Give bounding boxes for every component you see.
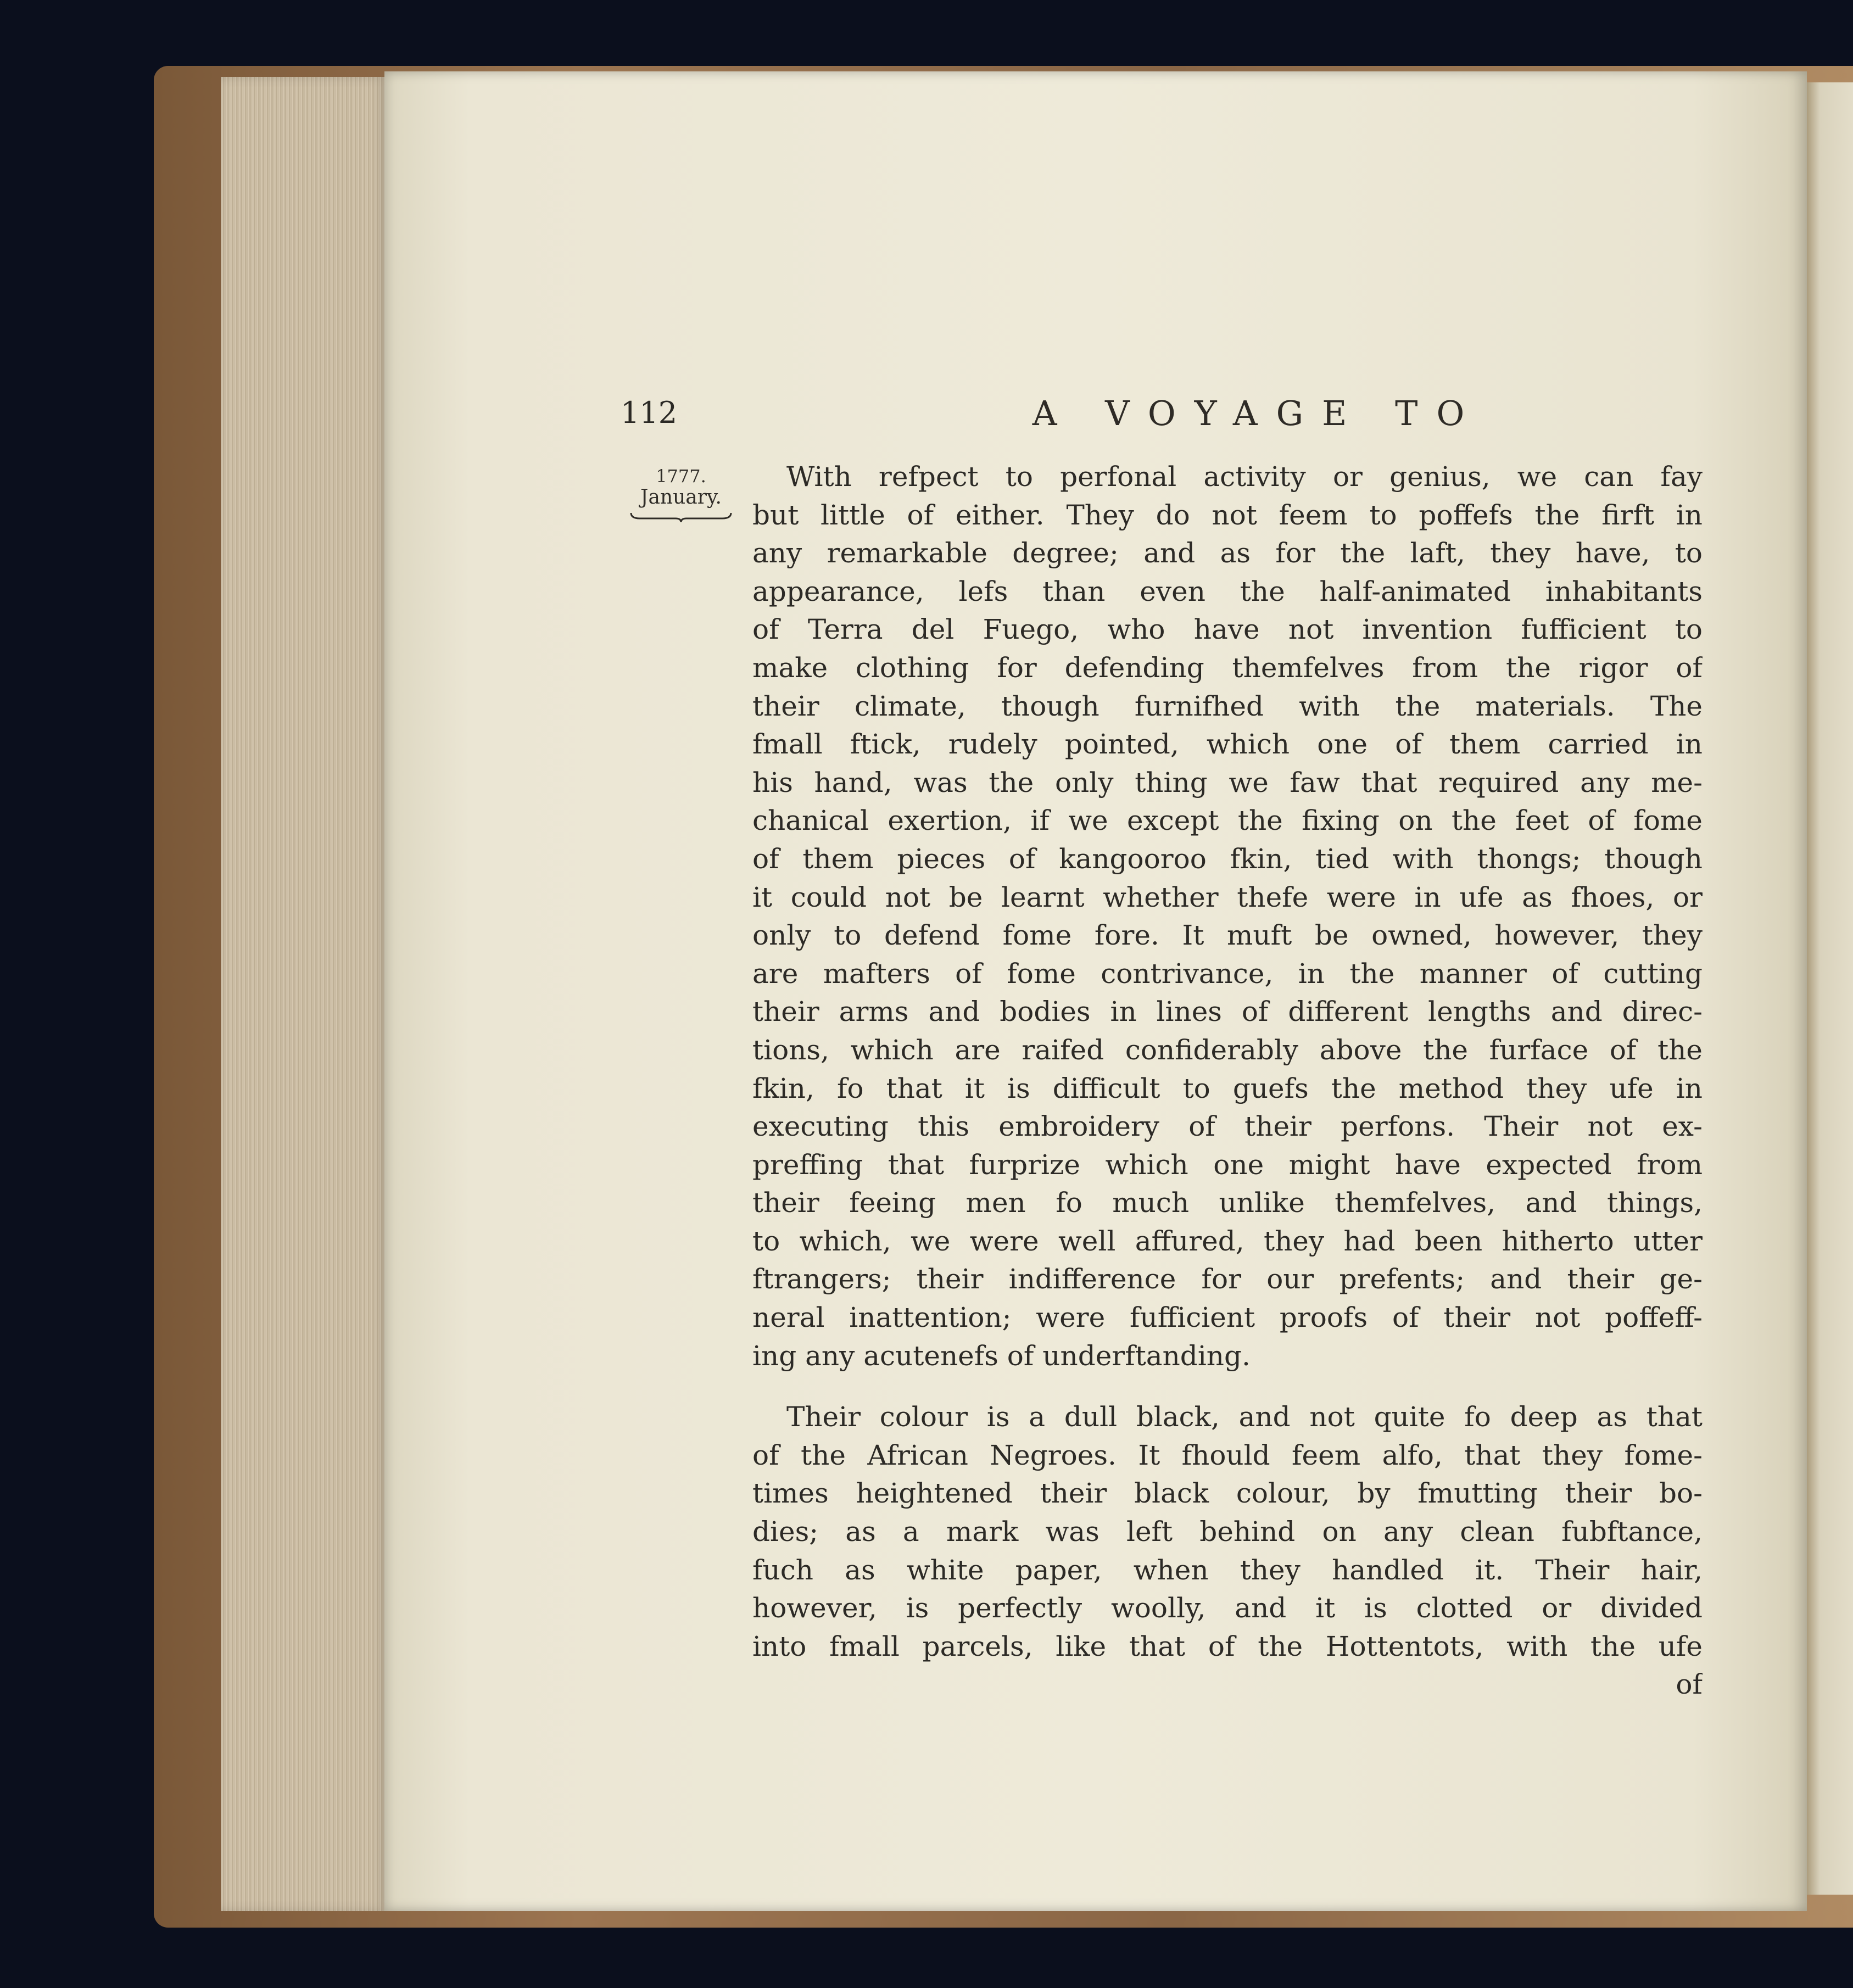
page-number: 112 <box>621 395 678 430</box>
body-text <box>752 458 1703 1704</box>
text-line: of them pieces of kangooroo fkin, tied with thongs; though <box>752 842 1703 875</box>
running-title: A VOYAGE TO <box>1032 393 1483 433</box>
text-line: times heightened their black colour, by fmutting their bo- <box>752 1477 1703 1510</box>
text-line: dies; as a mark was left behind on any clean fubftance, <box>752 1516 1703 1548</box>
text-line: it could not be learnt whether thefe were in ufe as fhoes, or <box>752 881 1703 913</box>
text-line: to which, we were well affured, they had been hitherto utter <box>752 1225 1703 1257</box>
facing-page-edge <box>1806 82 1853 1895</box>
paragraph-gap <box>752 1375 1703 1398</box>
margin-brace <box>629 512 733 523</box>
text-line: their climate, though furnifhed with the materials. The <box>752 690 1703 722</box>
text-line: fkin, fo that it is difficult to guefs the method they ufe in <box>752 1072 1703 1104</box>
text-line: ing any acutenefs of underftanding. <box>752 1339 1251 1372</box>
page-block-edges <box>221 77 387 1911</box>
text-line: of Terra del Fuego, who have not invention fufficient to <box>752 613 1703 646</box>
text-line: With refpect to perfonal activity or genius, we can fay <box>786 461 1703 493</box>
text-line: chanical exertion, if we except the fixing on the feet of fome <box>752 805 1703 837</box>
text-line: executing this embroidery of their perfons. Their not ex- <box>752 1110 1703 1143</box>
text-line: however, is perfectly woolly, and it is clotted or divided <box>752 1592 1703 1624</box>
text-line: Their colour is a dull black, and not quite fo deep as that <box>786 1401 1703 1433</box>
text-line: fuch as white paper, when they handled it. Their hair, <box>752 1554 1703 1586</box>
text-line: but little of either. They do not feem to poffefs the firft in <box>752 499 1703 531</box>
text-line: only to defend fome fore. It muft be owned, however, they <box>752 919 1703 952</box>
text-line: neral inattention; were fufficient proofs of their not poffeff- <box>752 1302 1703 1334</box>
running-head <box>384 395 1807 445</box>
margin-year: 1777. <box>656 466 706 487</box>
text-line: make clothing for defending themfelves from the rigor of <box>752 651 1703 684</box>
text-line: any remarkable degree; and as for the laft, they have, to <box>752 537 1703 569</box>
margin-month: January. <box>640 486 722 509</box>
text-line: their feeing men fo much unlike themfelves, and things, <box>752 1187 1703 1219</box>
text-line: of the African Negroes. It fhould feem alfo, that they fome- <box>752 1439 1703 1471</box>
text-line: appearance, lefs than even the half-animated inhabitants <box>752 575 1703 607</box>
text-line: ftrangers; their indifference for our prefents; and their ge- <box>752 1263 1703 1295</box>
margin-date-note <box>626 466 736 523</box>
text-line: into fmall parcels, like that of the Hottentots, with the ufe <box>752 1630 1703 1662</box>
catchword: of <box>1676 1668 1703 1701</box>
text-line: his hand, was the only thing we faw that required any me- <box>752 766 1703 798</box>
text-line: fmall ftick, rudely pointed, which one of them carried in <box>752 728 1703 761</box>
book-page <box>384 71 1807 1911</box>
text-line: tions, which are raifed confiderably above the furface of the <box>752 1034 1703 1066</box>
text-line: their arms and bodies in lines of different lengths and direc- <box>752 996 1703 1028</box>
text-line: are mafters of fome contrivance, in the manner of cutting <box>752 957 1703 990</box>
text-line: preffing that furprize which one might have expected from <box>752 1148 1703 1181</box>
